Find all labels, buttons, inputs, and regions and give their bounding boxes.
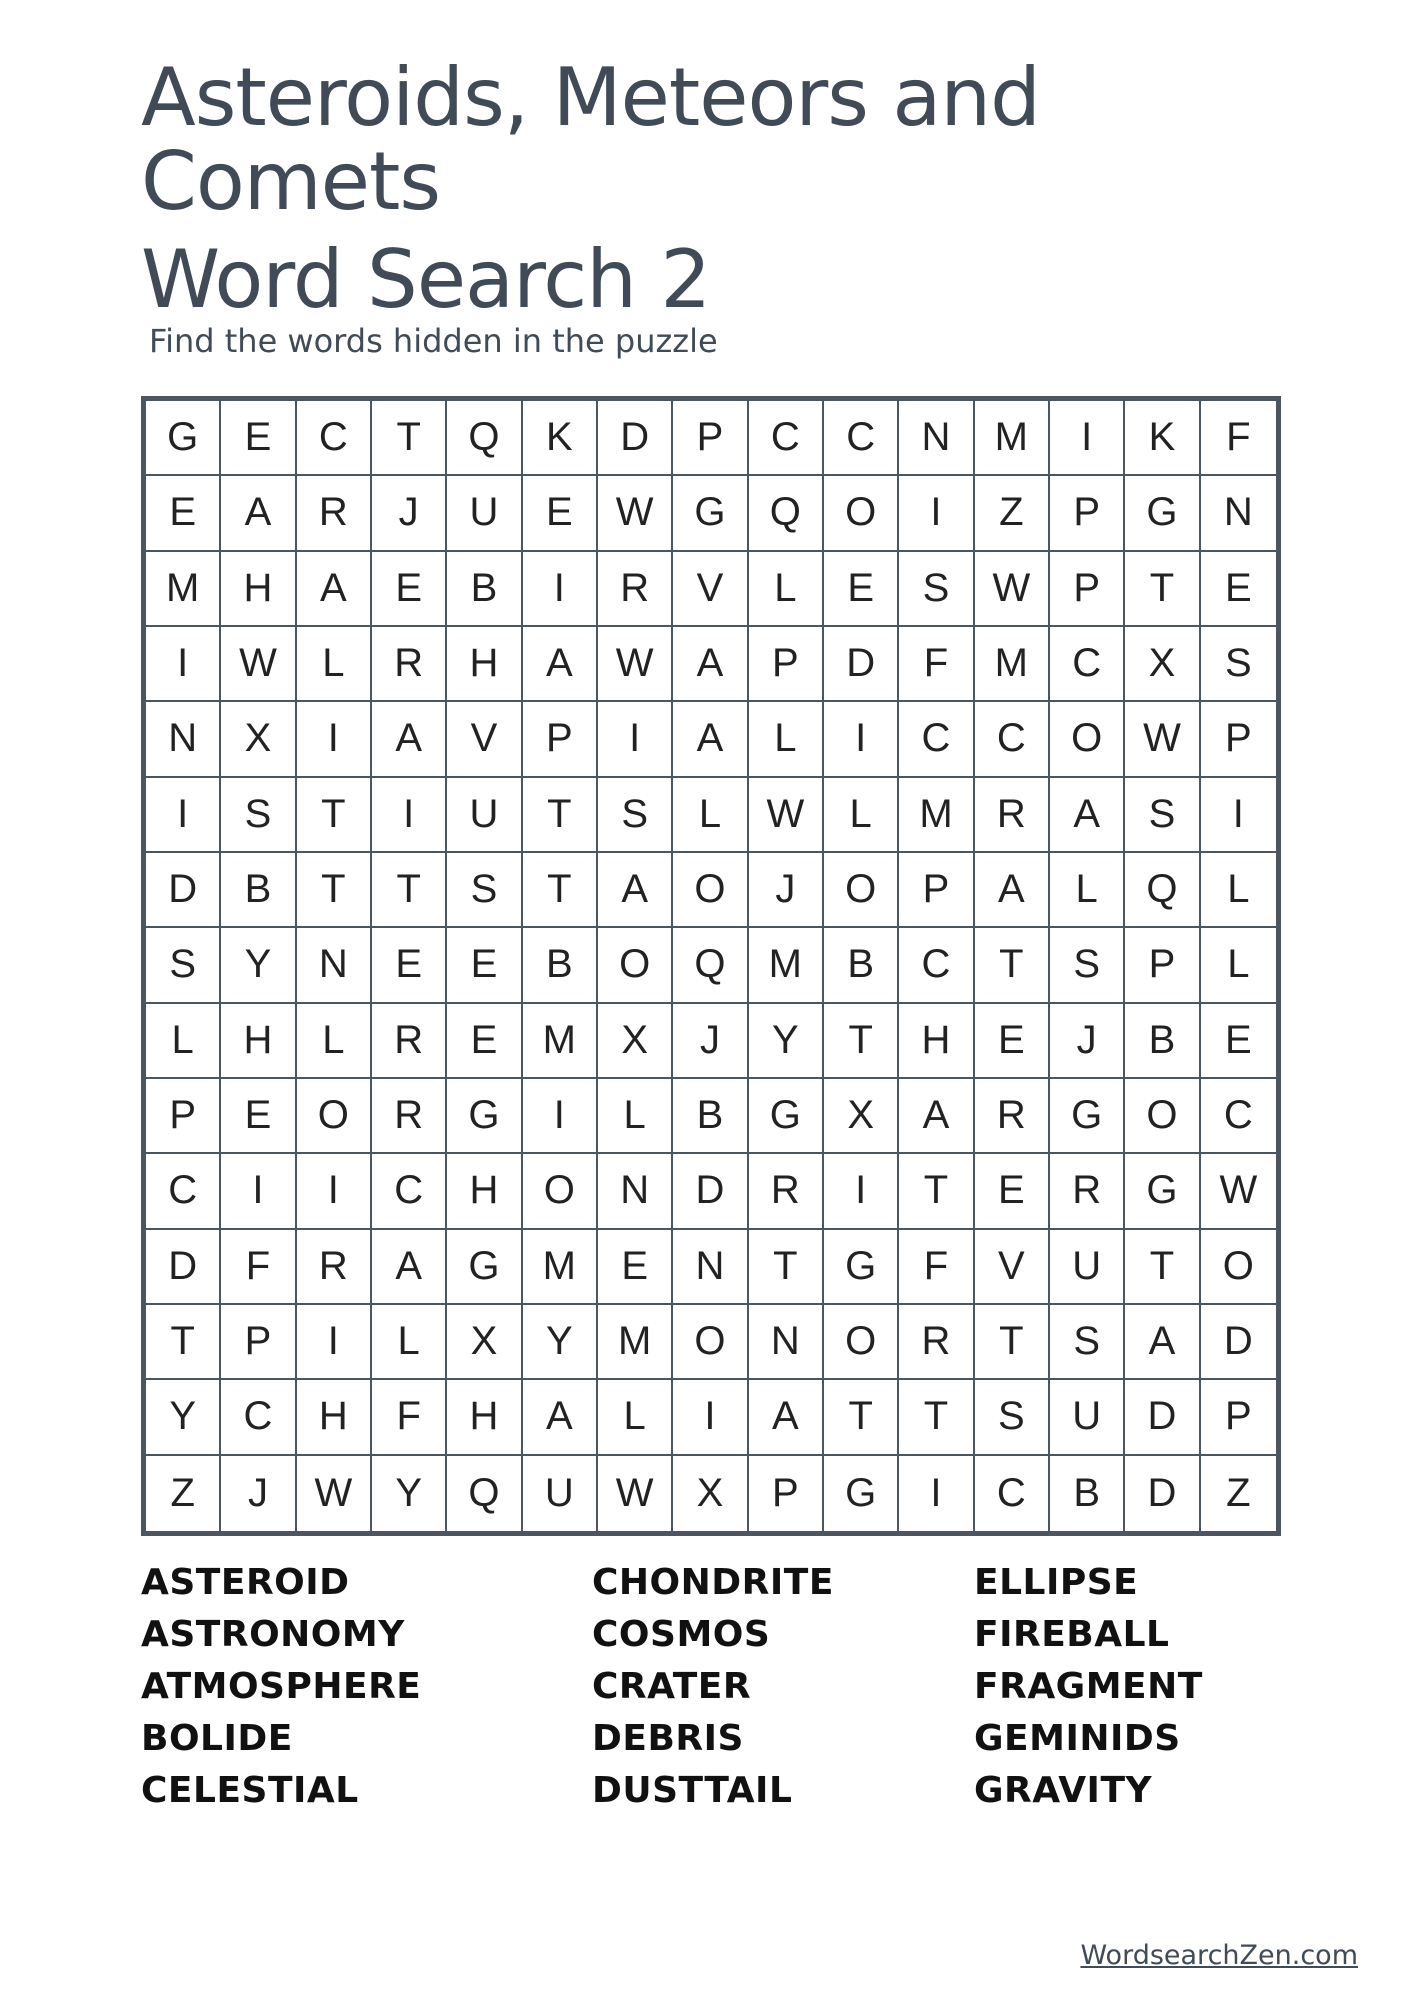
title-line-3: Word Search 2 <box>141 233 711 326</box>
grid-cell[interactable]: C <box>372 1154 447 1229</box>
grid-cell[interactable]: T <box>523 853 598 928</box>
grid-cell[interactable]: D <box>1125 1380 1200 1455</box>
grid-cell[interactable]: F <box>899 1230 974 1305</box>
grid-cell[interactable]: N <box>598 1154 673 1229</box>
grid-cell[interactable]: C <box>221 1380 296 1455</box>
grid-cell[interactable]: T <box>899 1380 974 1455</box>
grid-cell[interactable]: B <box>824 928 899 1003</box>
grid-cell[interactable]: R <box>749 1154 824 1229</box>
grid-cell[interactable]: V <box>673 552 748 627</box>
grid-cell[interactable]: R <box>372 1079 447 1154</box>
grid-cell[interactable]: T <box>1125 1230 1200 1305</box>
grid-cell[interactable]: C <box>975 702 1050 777</box>
grid-cell[interactable]: M <box>146 552 221 627</box>
grid-cell[interactable]: D <box>673 1154 748 1229</box>
grid-cell[interactable]: I <box>146 627 221 702</box>
grid-cell[interactable]: B <box>523 928 598 1003</box>
grid-cell[interactable]: W <box>1125 702 1200 777</box>
grid-cell[interactable]: W <box>749 778 824 853</box>
grid-cell[interactable]: E <box>1201 1004 1276 1079</box>
grid-cell[interactable]: R <box>598 552 673 627</box>
grid-cell[interactable]: N <box>146 702 221 777</box>
word-list-item: BOLIDE <box>141 1718 293 1759</box>
grid-cell[interactable]: B <box>1125 1004 1200 1079</box>
word-list-item: ELLIPSE <box>974 1562 1139 1603</box>
grid-cell[interactable]: L <box>146 1004 221 1079</box>
site-link[interactable]: WordsearchZen.com <box>1080 1940 1358 1971</box>
grid-cell[interactable]: C <box>824 401 899 476</box>
grid-cell[interactable]: T <box>749 1230 824 1305</box>
grid-cell[interactable]: P <box>146 1079 221 1154</box>
grid-cell[interactable]: E <box>598 1230 673 1305</box>
grid-cell[interactable]: X <box>824 1079 899 1154</box>
grid-cell[interactable]: B <box>1050 1456 1125 1531</box>
grid-cell[interactable]: A <box>221 476 296 551</box>
grid-cell[interactable]: J <box>221 1456 296 1531</box>
grid-cell[interactable]: A <box>1050 778 1125 853</box>
grid-cell[interactable]: U <box>1050 1380 1125 1455</box>
grid-cell[interactable]: S <box>598 778 673 853</box>
title-line-2: Comets <box>141 135 440 228</box>
instructions: Find the words hidden in the puzzle <box>149 322 718 360</box>
grid-cell[interactable]: K <box>523 401 598 476</box>
grid-cell[interactable]: O <box>1050 702 1125 777</box>
grid-cell[interactable]: Q <box>447 401 522 476</box>
grid-cell[interactable]: M <box>975 627 1050 702</box>
grid-cell[interactable]: H <box>447 1380 522 1455</box>
grid-cell[interactable]: A <box>523 1380 598 1455</box>
word-list-item: FIREBALL <box>974 1614 1170 1655</box>
grid-cell[interactable]: I <box>899 1456 974 1531</box>
grid-cell[interactable]: Y <box>523 1305 598 1380</box>
grid-cell[interactable]: R <box>899 1305 974 1380</box>
grid-cell[interactable]: E <box>146 476 221 551</box>
grid-cell[interactable]: C <box>899 702 974 777</box>
grid-cell[interactable]: Y <box>749 1004 824 1079</box>
grid-cell[interactable]: H <box>297 1380 372 1455</box>
grid-cell[interactable]: A <box>523 627 598 702</box>
grid-cell[interactable]: H <box>447 627 522 702</box>
grid-cell[interactable]: L <box>1201 853 1276 928</box>
grid-cell[interactable]: G <box>1050 1079 1125 1154</box>
grid-cell[interactable]: E <box>523 476 598 551</box>
grid-cell[interactable]: T <box>824 1004 899 1079</box>
grid-cell[interactable]: Z <box>146 1456 221 1531</box>
grid-cell[interactable]: W <box>975 552 1050 627</box>
word-list-item: GEMINIDS <box>974 1718 1181 1759</box>
grid-cell[interactable]: I <box>297 1305 372 1380</box>
grid-cell[interactable]: O <box>673 1305 748 1380</box>
grid-cell[interactable]: T <box>146 1305 221 1380</box>
grid-cell[interactable]: I <box>146 778 221 853</box>
grid-cell[interactable]: A <box>673 702 748 777</box>
title-line-1: Asteroids, Meteors and <box>141 51 1040 144</box>
grid-cell[interactable]: A <box>1125 1305 1200 1380</box>
grid-cell[interactable]: Q <box>1125 853 1200 928</box>
grid-cell[interactable]: W <box>1201 1154 1276 1229</box>
grid-cell[interactable]: A <box>598 853 673 928</box>
grid-cell[interactable]: I <box>1050 401 1125 476</box>
grid-cell[interactable]: I <box>221 1154 296 1229</box>
grid-cell[interactable]: Y <box>372 1456 447 1531</box>
grid-cell[interactable]: A <box>899 1079 974 1154</box>
grid-cell[interactable]: I <box>899 476 974 551</box>
grid-cell[interactable]: T <box>824 1380 899 1455</box>
grid-cell[interactable]: P <box>1201 702 1276 777</box>
grid-cell[interactable]: S <box>1201 627 1276 702</box>
grid-cell[interactable]: R <box>975 1079 1050 1154</box>
grid-cell[interactable]: X <box>447 1305 522 1380</box>
grid-cell[interactable]: T <box>523 778 598 853</box>
grid-cell[interactable]: T <box>372 401 447 476</box>
grid-cell[interactable]: W <box>598 1456 673 1531</box>
page-title <box>141 51 1040 326</box>
word-list-item: ASTEROID <box>141 1562 350 1603</box>
grid-cell[interactable]: Y <box>221 928 296 1003</box>
word-list-item: ATMOSPHERE <box>141 1666 422 1707</box>
grid-cell[interactable]: W <box>598 476 673 551</box>
grid-cell[interactable]: A <box>749 1380 824 1455</box>
grid-cell[interactable]: U <box>447 778 522 853</box>
grid-cell[interactable]: L <box>598 1380 673 1455</box>
grid-cell[interactable]: U <box>523 1456 598 1531</box>
grid-cell[interactable]: I <box>523 1079 598 1154</box>
grid-cell[interactable]: O <box>824 1305 899 1380</box>
grid-cell[interactable]: M <box>523 1004 598 1079</box>
grid-cell[interactable]: N <box>297 928 372 1003</box>
grid-cell[interactable]: C <box>297 401 372 476</box>
grid-cell[interactable]: S <box>221 778 296 853</box>
grid-cell[interactable]: E <box>221 401 296 476</box>
grid-cell[interactable]: U <box>1050 1230 1125 1305</box>
word-list-item: GRAVITY <box>974 1770 1153 1811</box>
grid-cell[interactable]: P <box>523 702 598 777</box>
grid-cell[interactable]: G <box>749 1079 824 1154</box>
grid-cell[interactable]: C <box>1201 1079 1276 1154</box>
grid-cell[interactable]: P <box>749 627 824 702</box>
grid-cell[interactable]: P <box>749 1456 824 1531</box>
grid-cell[interactable]: X <box>673 1456 748 1531</box>
grid-cell[interactable]: D <box>146 1230 221 1305</box>
grid-cell[interactable]: I <box>824 702 899 777</box>
grid-cell[interactable]: O <box>1125 1079 1200 1154</box>
grid-cell[interactable]: O <box>598 928 673 1003</box>
grid-cell[interactable]: C <box>899 928 974 1003</box>
grid-cell[interactable]: H <box>221 552 296 627</box>
grid-cell[interactable]: I <box>297 702 372 777</box>
grid-cell[interactable]: M <box>523 1230 598 1305</box>
grid-cell[interactable]: E <box>372 928 447 1003</box>
grid-cell[interactable]: R <box>297 476 372 551</box>
grid-cell[interactable]: O <box>824 476 899 551</box>
grid-cell[interactable]: E <box>447 928 522 1003</box>
grid-cell[interactable]: A <box>297 552 372 627</box>
grid-cell[interactable]: Y <box>146 1380 221 1455</box>
word-list-item: CRATER <box>592 1666 752 1707</box>
grid-cell[interactable]: J <box>749 853 824 928</box>
word-list-item: DEBRIS <box>592 1718 744 1759</box>
grid-cell[interactable]: R <box>372 1004 447 1079</box>
grid-cell[interactable]: W <box>297 1456 372 1531</box>
grid-cell[interactable]: B <box>673 1079 748 1154</box>
grid-cell[interactable]: G <box>1125 1154 1200 1229</box>
grid-cell[interactable]: I <box>297 1154 372 1229</box>
word-list-item: CELESTIAL <box>141 1770 359 1811</box>
grid-cell[interactable]: N <box>673 1230 748 1305</box>
grid-cell[interactable]: C <box>146 1154 221 1229</box>
grid-cell[interactable]: M <box>598 1305 673 1380</box>
grid-cell[interactable]: L <box>598 1079 673 1154</box>
grid-cell[interactable]: G <box>824 1230 899 1305</box>
grid-cell[interactable]: I <box>523 552 598 627</box>
grid-cell[interactable]: T <box>372 853 447 928</box>
grid-cell[interactable]: C <box>975 1456 1050 1531</box>
grid-cell[interactable]: J <box>1050 1004 1125 1079</box>
grid-cell[interactable]: J <box>372 476 447 551</box>
grid-cell[interactable]: L <box>1050 853 1125 928</box>
grid-cell[interactable]: D <box>598 401 673 476</box>
grid-cell[interactable]: S <box>447 853 522 928</box>
grid-cell[interactable]: P <box>221 1305 296 1380</box>
word-column-3 <box>974 1557 1203 1817</box>
grid-cell[interactable]: O <box>1201 1230 1276 1305</box>
grid-cell[interactable]: T <box>297 853 372 928</box>
grid-cell[interactable]: F <box>1201 401 1276 476</box>
grid-cell[interactable]: P <box>899 853 974 928</box>
grid-cell[interactable]: J <box>673 1004 748 1079</box>
grid-cell[interactable]: Z <box>1226 1470 1251 1515</box>
grid-cell[interactable]: N <box>749 1305 824 1380</box>
grid-cell[interactable]: L <box>372 1305 447 1380</box>
grid-cell[interactable]: W <box>598 627 673 702</box>
word-list-item: COSMOS <box>592 1614 771 1655</box>
grid-cell[interactable]: A <box>372 1230 447 1305</box>
grid-cell[interactable]: E <box>447 1004 522 1079</box>
grid-cell[interactable]: P <box>1050 476 1125 551</box>
grid-cell[interactable]: I <box>372 778 447 853</box>
grid-cell[interactable]: X <box>1125 627 1200 702</box>
grid-cell[interactable]: I <box>673 1380 748 1455</box>
grid-cell[interactable]: R <box>297 1230 372 1305</box>
grid-cell[interactable]: Q <box>673 928 748 1003</box>
grid-cell[interactable]: O <box>523 1154 598 1229</box>
grid-cell[interactable]: L <box>749 702 824 777</box>
grid-cell[interactable]: O <box>824 853 899 928</box>
grid-cell[interactable]: H <box>221 1004 296 1079</box>
grid-cell[interactable]: I <box>1201 778 1276 853</box>
grid-cell[interactable]: E <box>975 1004 1050 1079</box>
word-list-item: CHONDRITE <box>592 1562 834 1603</box>
grid-cell[interactable]: S <box>1050 928 1125 1003</box>
word-column-2 <box>592 1557 834 1817</box>
grid-cell[interactable]: M <box>749 928 824 1003</box>
grid-cell[interactable]: V <box>975 1230 1050 1305</box>
grid-cell[interactable]: Q <box>749 476 824 551</box>
grid-cell[interactable]: G <box>146 401 221 476</box>
grid-cell[interactable]: P <box>1125 928 1200 1003</box>
grid-cell[interactable]: A <box>975 853 1050 928</box>
grid-cell[interactable]: F <box>221 1230 296 1305</box>
grid-cell[interactable]: L <box>673 778 748 853</box>
grid-cell[interactable]: B <box>221 853 296 928</box>
grid-cell[interactable]: P <box>1050 552 1125 627</box>
grid-cell[interactable]: L <box>297 627 372 702</box>
grid-cell[interactable]: L <box>297 1004 372 1079</box>
grid-cell[interactable]: N <box>1201 476 1276 551</box>
grid-cell[interactable]: T <box>899 1154 974 1229</box>
grid-cell[interactable]: S <box>1050 1305 1125 1380</box>
grid-cell[interactable]: E <box>975 1154 1050 1229</box>
grid-cell[interactable]: S <box>1125 778 1200 853</box>
grid-cell[interactable]: S <box>975 1380 1050 1455</box>
grid-cell[interactable]: M <box>975 401 1050 476</box>
grid-cell[interactable]: A <box>673 627 748 702</box>
grid-cell[interactable]: M <box>899 778 974 853</box>
grid-cell[interactable]: L <box>824 778 899 853</box>
grid-cell[interactable]: X <box>221 702 296 777</box>
word-column-1 <box>141 1557 421 1817</box>
grid-cell[interactable]: Q <box>447 1456 522 1531</box>
grid-cell[interactable]: G <box>447 1230 522 1305</box>
grid-cell[interactable]: I <box>824 1154 899 1229</box>
word-list-item: FRAGMENT <box>974 1666 1203 1707</box>
grid-cell[interactable]: N <box>899 401 974 476</box>
word-list-item: ASTRONOMY <box>141 1614 405 1655</box>
grid-cell[interactable]: E <box>1201 552 1276 627</box>
grid-cell[interactable]: D <box>1201 1305 1276 1380</box>
grid-cell[interactable]: T <box>975 1305 1050 1380</box>
grid-cell[interactable]: S <box>146 928 221 1003</box>
word-list-item: DUSTTAIL <box>592 1770 793 1811</box>
grid-cell[interactable]: E <box>824 552 899 627</box>
grid-cell[interactable]: E <box>372 552 447 627</box>
grid-cell[interactable]: C <box>749 401 824 476</box>
grid-cell[interactable]: D <box>146 853 221 928</box>
grid-cell[interactable]: T <box>1125 552 1200 627</box>
grid-cell[interactable]: A <box>372 702 447 777</box>
grid-cell[interactable]: X <box>598 1004 673 1079</box>
grid-cell[interactable]: B <box>447 552 522 627</box>
grid-cell[interactable]: S <box>899 552 974 627</box>
grid-cell[interactable]: I <box>598 702 673 777</box>
grid-cell[interactable]: H <box>447 1154 522 1229</box>
grid-cell[interactable]: L <box>749 552 824 627</box>
grid-cell[interactable]: R <box>975 778 1050 853</box>
grid-cell[interactable]: T <box>297 778 372 853</box>
grid-cell[interactable]: G <box>824 1456 899 1531</box>
grid-cell[interactable]: F <box>372 1380 447 1455</box>
grid-cell[interactable]: P <box>673 401 748 476</box>
grid-cell[interactable]: C <box>1050 627 1125 702</box>
grid-cell[interactable]: P <box>1201 1380 1276 1455</box>
grid-cell[interactable]: H <box>899 1004 974 1079</box>
grid-cell[interactable]: Z <box>975 476 1050 551</box>
grid-cell[interactable]: E <box>221 1079 296 1154</box>
grid-cell[interactable]: W <box>221 627 296 702</box>
puzzle-grid <box>146 401 1276 1531</box>
grid-cell[interactable]: G <box>1125 476 1200 551</box>
grid-cell[interactable]: R <box>372 627 447 702</box>
grid-cell[interactable]: R <box>1050 1154 1125 1229</box>
grid-cell[interactable]: O <box>297 1079 372 1154</box>
grid-cell[interactable]: D <box>824 627 899 702</box>
grid-cell[interactable]: G <box>447 1079 522 1154</box>
grid-cell[interactable]: O <box>673 853 748 928</box>
grid-cell[interactable]: K <box>1125 401 1200 476</box>
grid-cell[interactable]: D <box>1125 1456 1200 1531</box>
grid-cell[interactable]: F <box>899 627 974 702</box>
grid-cell[interactable]: G <box>673 476 748 551</box>
grid-cell[interactable]: V <box>447 702 522 777</box>
grid-cell[interactable]: L <box>1201 928 1276 1003</box>
grid-cell[interactable]: T <box>975 928 1050 1003</box>
grid-cell[interactable]: U <box>447 476 522 551</box>
puzzle-grid-frame <box>141 396 1281 1536</box>
word-list <box>141 1557 1281 1817</box>
